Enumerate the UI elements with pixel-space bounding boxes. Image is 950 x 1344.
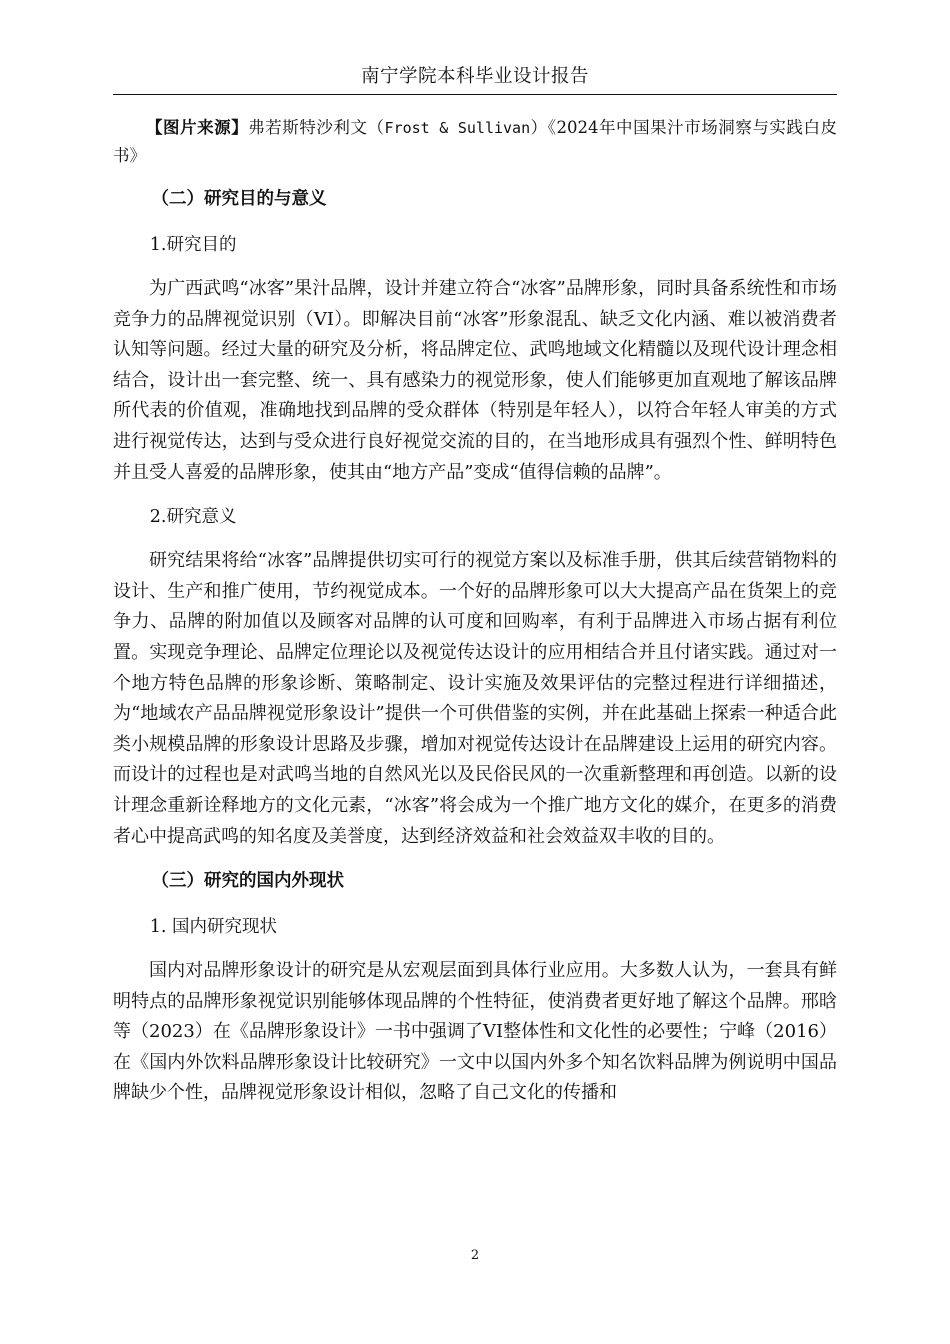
source-text-before: 弗若斯特沙利文（ [248,118,385,137]
source-text-after: ）《2024年中国果汁市场洞察与实践白皮书》 [113,118,838,165]
source-tag: 【图片来源】 [146,118,249,137]
paragraph-domestic-status: 国内对品牌形象设计的研究是从宏观层面到具体行业应用。大多数人认为，一套具有鲜明特点的品牌形象视觉识别能够体现品牌的个性特征，使消费者更好地了解这个品牌。邢晗等（2023）在《品牌形象设计》一书中强调了VI整体性和文化性的必要性；宁峰（2016）在《国内外饮料品牌形象设计比较研究》一文中以国内外多个知名饮料品牌为例说明中国品牌缺少个性，品牌视觉形象设计相似，忽略了自己文化的传播和 [113,960,837,1104]
page-number: 2 [470,1248,480,1263]
running-header: 南宁学院本科毕业设计报告 [113,62,837,95]
section-heading-status: （三）研究的国内外现状 [151,871,344,892]
subheading-research-meaning: 2.研究意义 [149,507,237,528]
section-heading-purpose: （二）研究目的与意义 [151,189,327,209]
image-source-note [113,114,837,170]
paragraph-research-meaning: 研究结果将给“冰客”品牌提供切实可行的视觉方案以及标准手册，供其后续营销物料的设计、生产和推广使用，节约视觉成本。一个好的品牌形象可以大大提高产品在货架上的竞争力、品牌的附加值以及顾客对品牌的认可度和回购率，有利于品牌进入市场占据有利位置。实现竞争理论、品牌定位理论以及视觉传达设计的应用相结合并且付诸实践。通过对一个地方特色品牌的形象诊断、策略制定、设计实施及效果评估的完整过程进行详细描述，为“地域农产品品牌视觉形象设计”提供一个可供借鉴的实例，并在此基础上探索一种适合此类小规模品牌的形象设计思路及步骤，增加对视觉传达设计在品牌建设上运用的研究内容。而设计的过程也是对武鸣当地的自然风光以及民俗民风的一次重新整理和再创造。以新的设计理念重新诠释地方的文化元素，“冰客”将会成为一个推广地方文化的媒介，在更多的消费者心中提高武鸣的知名度及美誉度，达到经济效益和社会效益双丰收的目的。 [113,550,837,847]
paragraph-research-purpose: 为广西武鸣“冰客”果汁品牌，设计并建立符合“冰客”品牌形象，同时具备系统性和市场竞争力的品牌视觉识别（VI）。即解决目前“冰客”形象混乱、缺乏文化内涵、难以被消费者认知等问题。经过大量的研究及分析，将品牌定位、武鸣地域文化精髓以及现代设计理念相结合，设计出一套完整、统一、具有感染力的视觉形象，使人们能够更加直观地了解该品牌所代表的价值观，准确地找到品牌的受众群体（特别是年轻人），以符合年轻人审美的方式进行视觉传达，达到与受众进行良好视觉交流的目的，在当地形成具有强烈个性、鲜明特色并且受人喜爱的品牌形象，使其由“地方产品”变成“值得信赖的品牌”。 [113,278,837,483]
subheading-research-purpose: 1.研究目的 [149,235,237,255]
page-content [113,114,837,1123]
source-latin-name: Frost & Sullivan [384,119,531,137]
subheading-domestic-status: 1. 国内研究现状 [149,917,278,938]
